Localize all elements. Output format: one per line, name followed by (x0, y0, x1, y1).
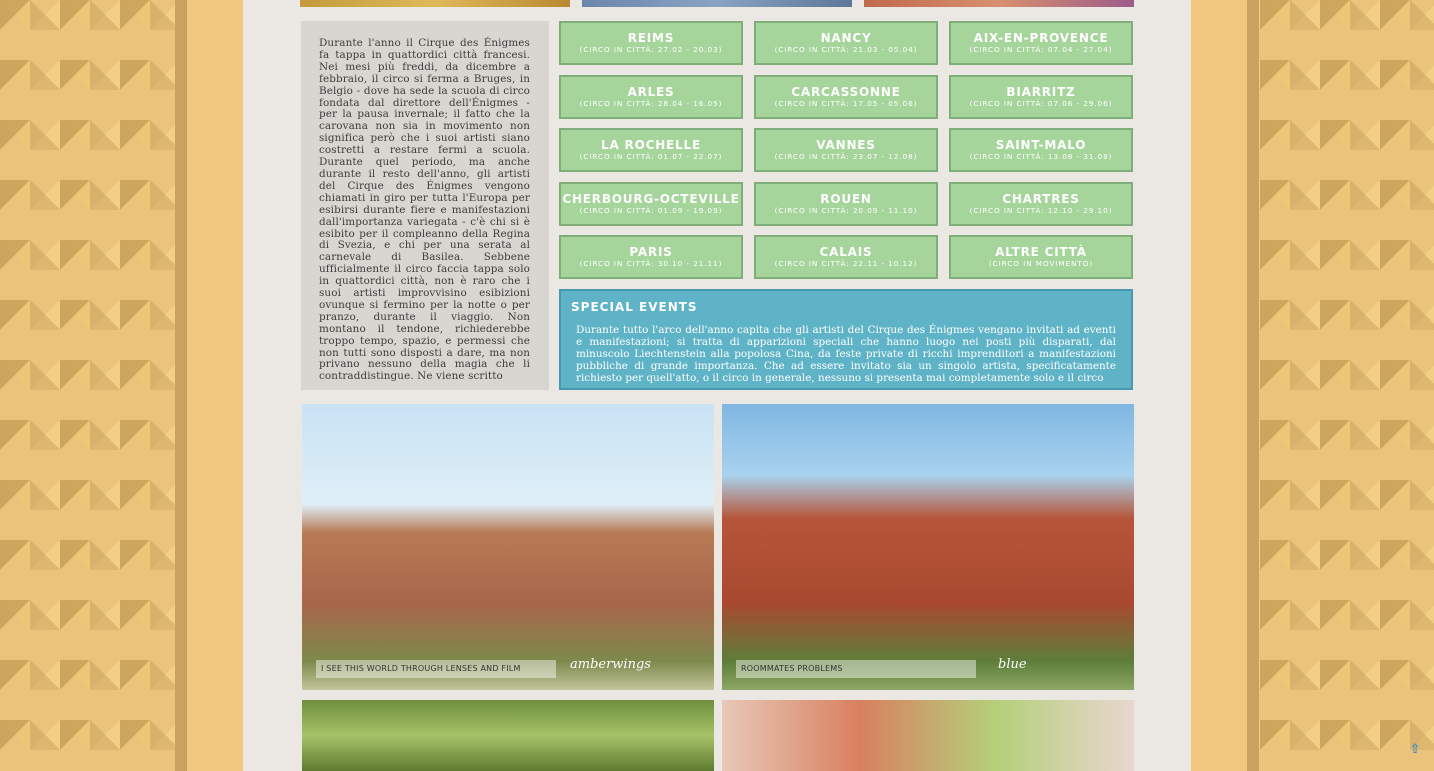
character-photo-card[interactable] (302, 404, 714, 690)
city-dates: (CIRCO IN CITTÀ: 07.06 - 29.06) (969, 99, 1113, 108)
city-dates: (CIRCO IN CITTÀ: 20.09 - 11.10) (774, 206, 918, 215)
city-tile-biarritz[interactable] (949, 75, 1133, 119)
top-image-strip (300, 0, 570, 7)
city-dates: (CIRCO IN CITTÀ: 01.09 - 19.09) (579, 206, 723, 215)
city-dates: (CIRCO IN CITTÀ: 13.08 - 31.08) (969, 152, 1113, 161)
city-name: AIX-EN-PROVENCE (973, 31, 1109, 45)
city-tile-altre-citta[interactable] (949, 235, 1133, 279)
city-tile-arles[interactable] (559, 75, 743, 119)
left-inner-band (187, 0, 243, 771)
city-tile-la-rochelle[interactable] (559, 128, 743, 172)
photo-signature: amberwings (570, 657, 651, 672)
city-name: CHARTRES (1002, 192, 1080, 206)
special-events-title: SPECIAL EVENTS (571, 300, 698, 314)
city-dates: (CIRCO IN CITTÀ: 28.04 - 16.05) (579, 99, 723, 108)
city-tile-paris[interactable] (559, 235, 743, 279)
city-tile-calais[interactable] (754, 235, 938, 279)
city-tile-carcassonne[interactable] (754, 75, 938, 119)
city-dates: (CIRCO IN CITTÀ: 22.11 - 10.12) (774, 259, 918, 268)
city-name: CALAIS (819, 245, 873, 259)
city-tile-aix-en-provence[interactable] (949, 21, 1133, 65)
city-name: VANNES (816, 138, 876, 152)
city-name: CHERBOURG-OCTEVILLE (562, 192, 740, 206)
city-name: ALTRE CITTÀ (995, 245, 1087, 259)
city-name: ROUEN (820, 192, 872, 206)
city-dates: (CIRCO IN CITTÀ: 21.03 - 05.04) (774, 45, 918, 54)
special-events-box[interactable] (559, 289, 1133, 390)
city-tile-saint-malo[interactable] (949, 128, 1133, 172)
city-dates: (CIRCO IN CITTÀ: 12.10 - 29.10) (969, 206, 1113, 215)
city-dates: (CIRCO IN MOVIMENTO) (988, 259, 1094, 268)
city-tile-cherbourg-octeville[interactable] (559, 182, 743, 226)
character-photo-card[interactable] (302, 700, 714, 771)
right-border-band (1247, 0, 1259, 771)
character-photo-card[interactable] (722, 404, 1134, 690)
city-name: BIARRITZ (1006, 85, 1076, 99)
top-image-strip (582, 0, 852, 7)
city-tile-chartres[interactable] (949, 182, 1133, 226)
city-tile-vannes[interactable] (754, 128, 938, 172)
intro-text: Durante l'anno il Cirque des Énigmes fa tappa in quattordici città francesi. Nei mesi più freddi, da dicembre a febbraio, il circo si ferma a Bruges, in Belgio - dove ha sede la scuola di circo fondata dal direttore dell'Énigmes - per la pausa invernale; il fatto che la carovana non sia in movimento non significa però che i suoi artisti siano costretti a restare fermi a scuola. Durante quel periodo, ma anche durante il resto dell'anno, gli artisti del Cirque des Énigmes vengono chiamati in giro per tutta l'Europa per esibirsi durante fiere e manifestazioni dall'importanza variegata - c'è chi si è esibito per il compleanno della Regina di Svezia, e chi per una serata al carnevale di Basilea. Sebbene ufficialmente il circo faccia tappa solo in quattordici città, non è raro che i suoi artisti improvvisino esibizioni ovunque si fermino per la notte o per pranzo, durante il viaggio. Non montano il tendone, richiederebbe troppo tempo, spazio, e permessi che non tutti sono disposti a dare, ma non privano nessuno della magia che li contraddistingue. Ne viene scritto (319, 37, 530, 383)
city-dates: (CIRCO IN CITTÀ: 30.10 - 21.11) (579, 259, 723, 268)
left-border-band (175, 0, 187, 771)
city-name: CARCASSONNE (791, 85, 901, 99)
intro-text-box[interactable] (301, 21, 549, 390)
top-image-strip (864, 0, 1134, 7)
photo-caption: I SEE THIS WORLD THROUGH LENSES AND FILM (316, 660, 556, 678)
city-dates: (CIRCO IN CITTÀ: 01.07 - 22.07) (579, 152, 723, 161)
city-dates: (CIRCO IN CITTÀ: 17.05 - 05.06) (774, 99, 918, 108)
character-photo-card[interactable] (722, 700, 1134, 771)
city-name: PARIS (629, 245, 673, 259)
right-inner-band (1191, 0, 1247, 771)
city-name: SAINT-MALO (995, 138, 1087, 152)
photo-caption: ROOMMATES PROBLEMS (736, 660, 976, 678)
special-events-text: Durante tutto l'arco dell'anno capita che gli artisti del Cirque des Énigmes vengano invitati ad eventi e manifestazioni; si tratta di apparizioni speciali che hanno luogo nei posti più disparati, dal minuscolo Liechtenstein alla popolosa Cina, da feste private di ricchi imprenditori a manifestazioni pubbliche di grande importanza. Che ad essere invitato sia un singolo artista, specificatamente richiesto per quell'atto, o il circo in generale, nessuno si presenta mai completamente solo e il circo (576, 324, 1116, 384)
up-arrow-icon[interactable]: ⇧ (1409, 742, 1421, 757)
city-dates: (CIRCO IN CITTÀ: 23.07 - 12.08) (774, 152, 918, 161)
city-dates: (CIRCO IN CITTÀ: 27.02 - 20.03) (579, 45, 723, 54)
photo-signature: blue (998, 657, 1027, 672)
city-name: REIMS (627, 31, 675, 45)
city-tile-rouen[interactable] (754, 182, 938, 226)
city-name: ARLES (627, 85, 675, 99)
city-dates: (CIRCO IN CITTÀ: 07.04 - 27.04) (969, 45, 1113, 54)
city-tile-reims[interactable] (559, 21, 743, 65)
city-tile-nancy[interactable] (754, 21, 938, 65)
city-name: NANCY (820, 31, 872, 45)
city-name: LA ROCHELLE (601, 138, 701, 152)
